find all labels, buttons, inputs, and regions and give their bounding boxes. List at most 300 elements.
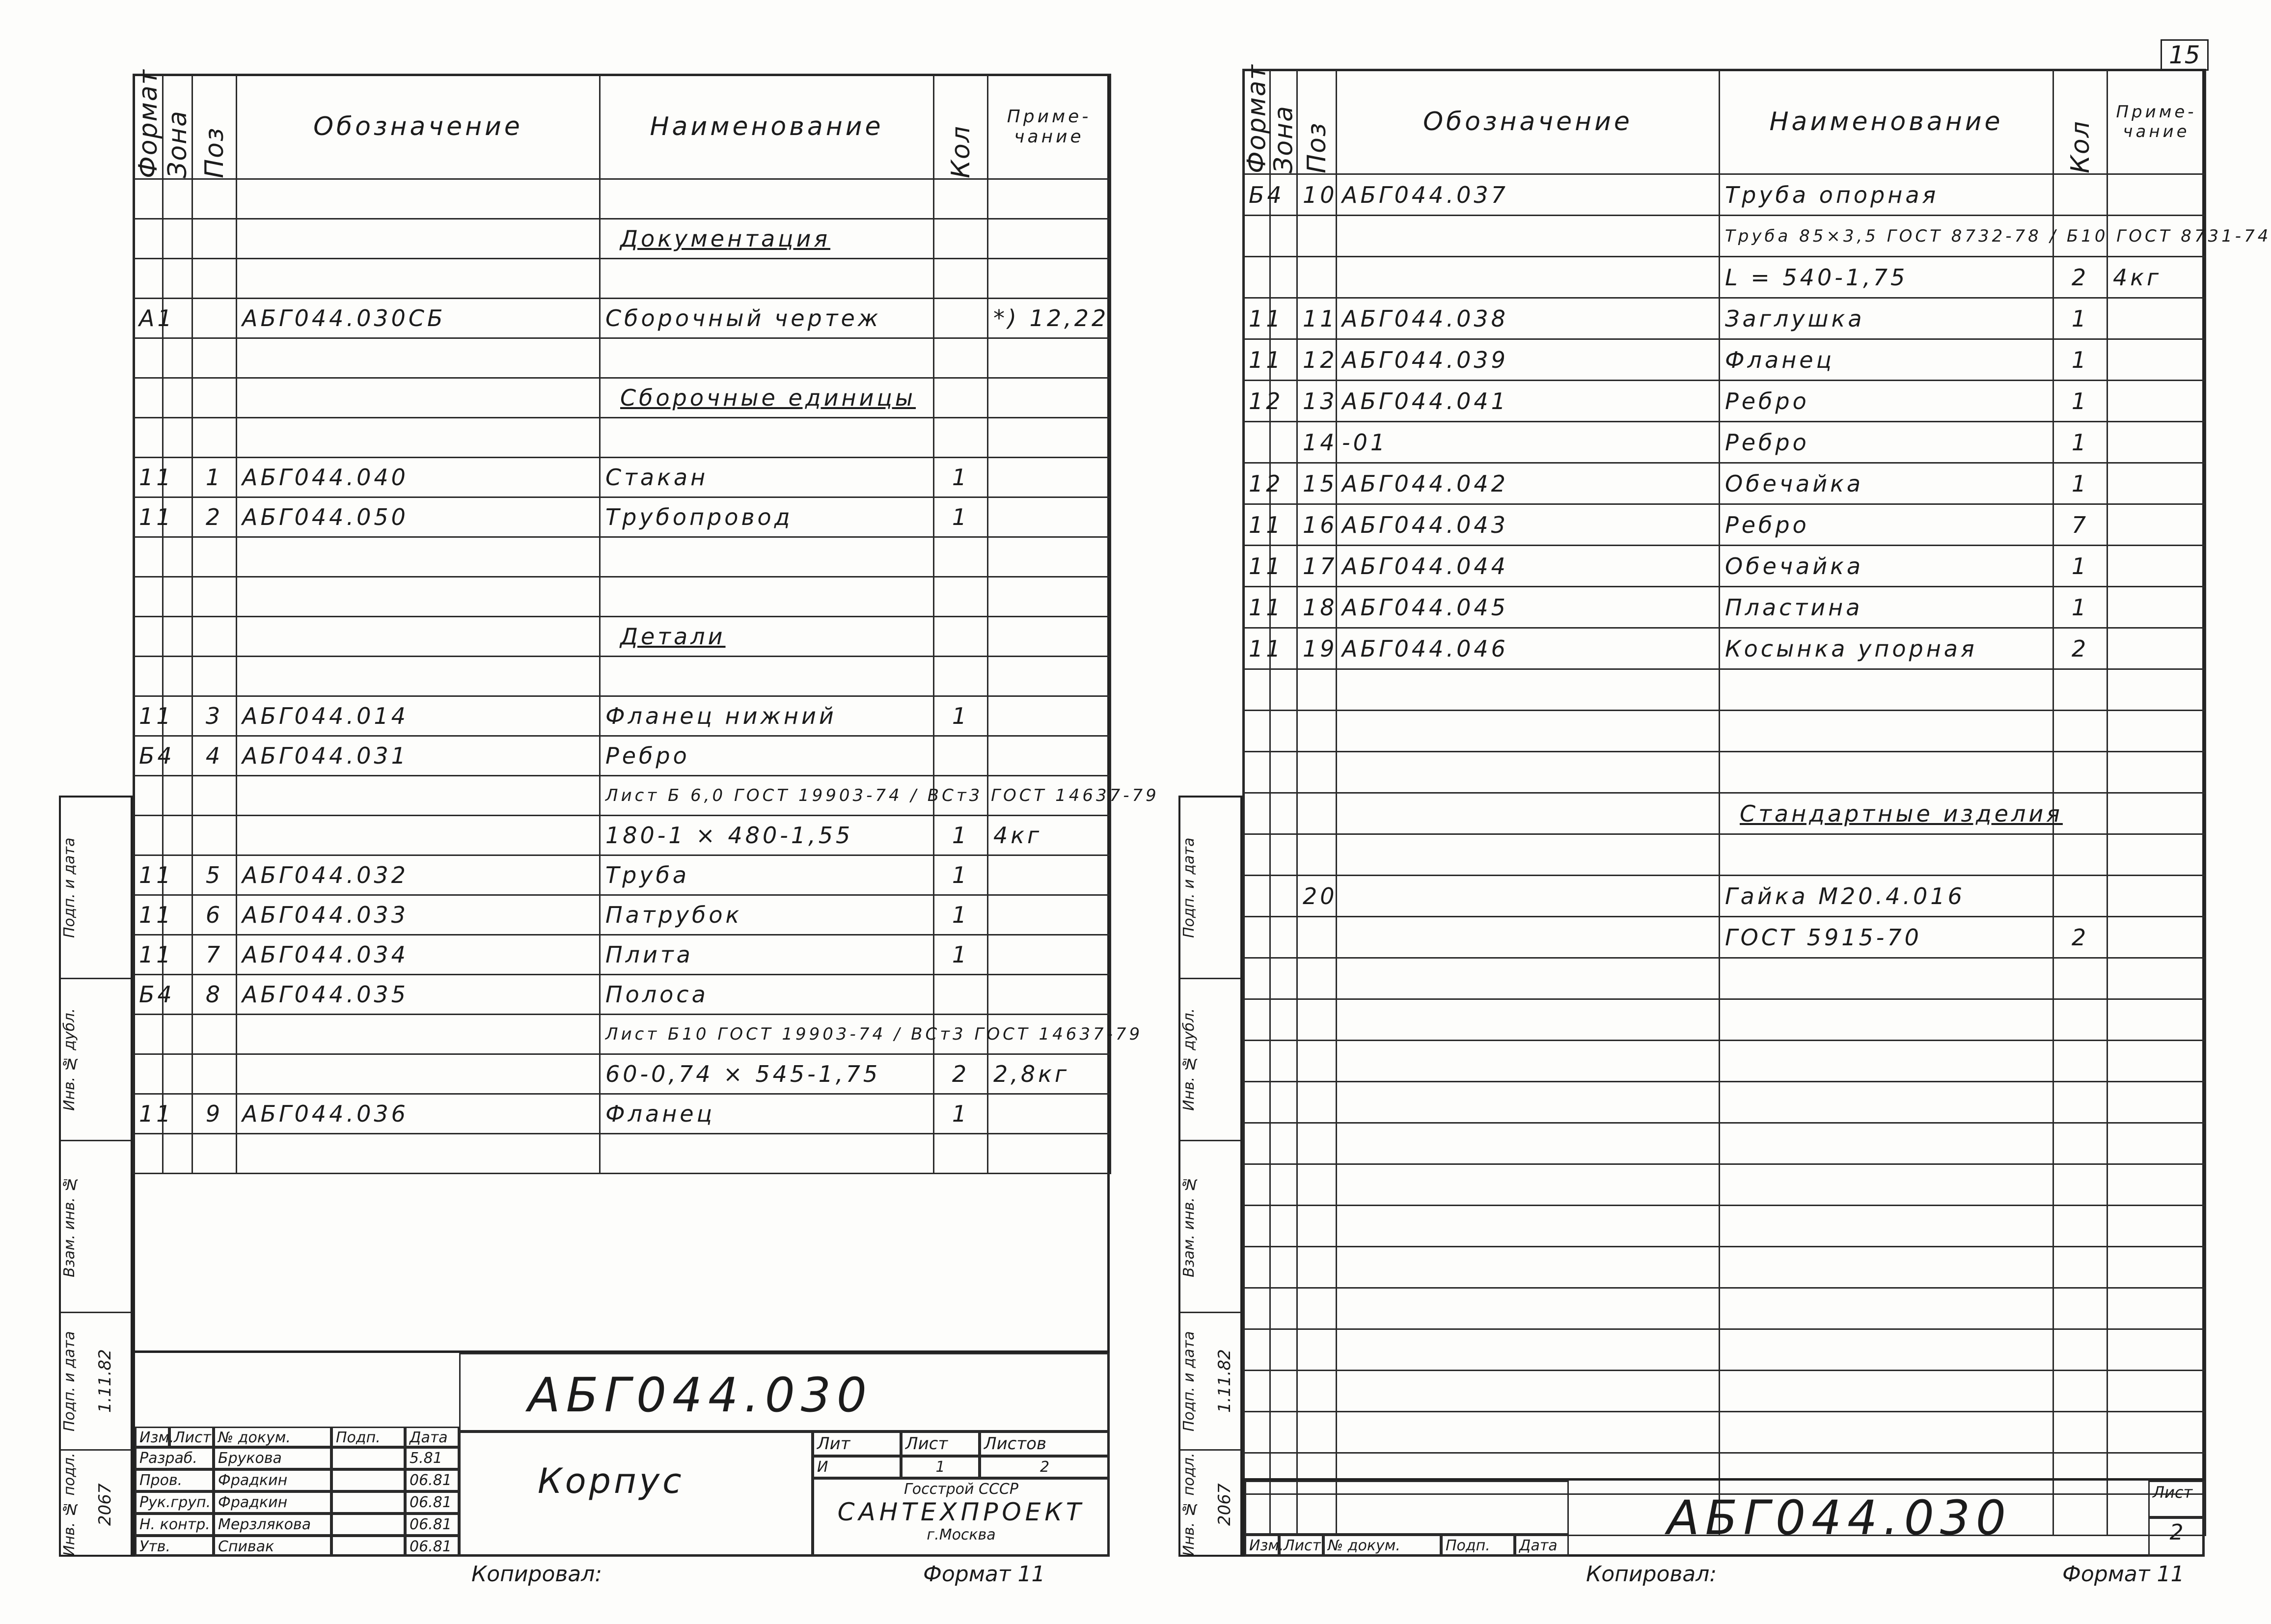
cell-qty: [2053, 876, 2107, 917]
cell-name: Детали: [600, 617, 934, 657]
sb-inv-dubl: [1180, 979, 1240, 1141]
cell-designation: [1337, 1206, 1720, 1247]
right-doc-code: АБГ044.030: [1667, 1490, 2012, 1545]
spec-row: [1243, 463, 2206, 504]
cell-qty: 1: [2053, 546, 2107, 587]
cell-qty: [934, 299, 988, 338]
page-number: 15: [2161, 39, 2209, 71]
right-footer-format: Формат 11: [2062, 1562, 2185, 1587]
spec-row: [134, 497, 1111, 537]
cell-designation: -01: [1337, 422, 1720, 463]
cell-pos: [1297, 1288, 1337, 1329]
cell-designation: АБГ044.044: [1337, 546, 1720, 587]
cell-qty: [2053, 1206, 2107, 1247]
cell-designation: [1337, 711, 1720, 752]
cell-qty: 2: [2053, 257, 2107, 298]
cell-designation: [237, 378, 600, 418]
cell-note: [2107, 876, 2206, 917]
stamp-sheet-label: Лист: [2148, 1481, 2205, 1517]
cell-zone: [163, 816, 192, 855]
cell-designation: [237, 1054, 600, 1094]
cell-zone: [1270, 958, 1297, 999]
cell-name: [1720, 1082, 2053, 1123]
cell-format: [1243, 422, 1270, 463]
cell-designation: АБГ044.035: [237, 975, 600, 1015]
cell-designation: [1337, 834, 1720, 876]
cell-qty: 1: [934, 497, 988, 537]
cell-qty: [934, 975, 988, 1015]
cell-designation: [1337, 669, 1720, 711]
cell-zone: [1270, 1247, 1297, 1288]
cell-name: [1720, 1247, 2053, 1288]
cell-format: 11: [134, 855, 163, 895]
cell-format: [1243, 1206, 1270, 1247]
cell-zone: [1270, 793, 1297, 834]
cell-zone: [1270, 1041, 1297, 1082]
cell-name: [1720, 958, 2053, 999]
cell-designation: АБГ044.040: [237, 458, 600, 497]
cell-format: [1243, 669, 1270, 711]
cell-designation: [237, 1015, 600, 1054]
cell-note: [2107, 1412, 2206, 1453]
cell-pos: 12: [1297, 339, 1337, 381]
cell-pos: [192, 537, 237, 577]
cell-zone: [1270, 1329, 1297, 1371]
cell-format: 11: [1243, 298, 1270, 339]
cell-zone: [1270, 917, 1297, 958]
cell-name: Плита: [600, 935, 934, 975]
cell-format: [1243, 958, 1270, 999]
cell-qty: [934, 219, 988, 259]
cell-pos: [1297, 669, 1337, 711]
spec-row: [1243, 958, 2206, 999]
cell-format: [1243, 999, 1270, 1041]
cell-name: Стакан: [600, 458, 934, 497]
stamp-ndoc: № докум.: [1323, 1535, 1441, 1557]
cell-zone: [163, 1015, 192, 1054]
cell-pos: [1297, 958, 1337, 999]
right-sidebar: [1178, 796, 1242, 1557]
cell-zone: [1270, 1371, 1297, 1412]
cell-note: [2107, 1371, 2206, 1412]
cell-qty: [2053, 1371, 2107, 1412]
sb-vzam-inv: [1180, 1141, 1240, 1313]
cell-note: [2107, 422, 2206, 463]
stamp-razrab-name: Брукова: [214, 1447, 331, 1469]
cell-pos: 9: [192, 1094, 237, 1134]
cell-designation: [1337, 1123, 1720, 1164]
cell-designation: АБГ044.039: [1337, 339, 1720, 381]
spec-row: [1243, 587, 2206, 628]
sb-label: Подп. и дата: [1180, 837, 1198, 938]
cell-qty: 2: [2053, 628, 2107, 669]
cell-note: [988, 179, 1111, 219]
cell-zone: [1270, 752, 1297, 793]
cell-name: Документация: [600, 219, 934, 259]
cell-format: 11: [134, 497, 163, 537]
cell-name: Ребро: [1720, 381, 2053, 422]
cell-name: [1720, 999, 2053, 1041]
cell-note: 2,8кг: [988, 1054, 1111, 1094]
cell-pos: [1297, 711, 1337, 752]
stamp-sheet-val: 2: [2148, 1517, 2205, 1557]
cell-designation: [1337, 958, 1720, 999]
cell-format: [134, 1015, 163, 1054]
cell-format: 11: [1243, 628, 1270, 669]
cell-note: [988, 537, 1111, 577]
spec-row: [1243, 1082, 2206, 1123]
cell-note: [2107, 628, 2206, 669]
cell-name: Косынка упорная: [1720, 628, 2053, 669]
cell-format: [1243, 834, 1270, 876]
stamp-podp: Подп.: [1441, 1535, 1515, 1557]
cell-note: [2107, 504, 2206, 546]
cell-note: [2107, 669, 2206, 711]
cell-qty: [934, 259, 988, 299]
cell-name: Лист Б 6,0 ГОСТ 19903-74 / ВСт3 ГОСТ 14637-79: [600, 776, 934, 816]
stamp-nkontr: Н. контр.: [135, 1514, 214, 1536]
cell-name: L = 540-1,75: [1720, 257, 2053, 298]
cell-qty: [2053, 1329, 2107, 1371]
spec-row: [1243, 174, 2206, 216]
spec-row: [1243, 917, 2206, 958]
left-footer-format: Формат 11: [923, 1562, 1045, 1587]
spec-row: [1243, 216, 2206, 257]
cell-designation: [1337, 999, 1720, 1041]
cell-format: [134, 617, 163, 657]
cell-format: 11: [1243, 587, 1270, 628]
cell-format: [1243, 1371, 1270, 1412]
right-footer-copied: Копировал:: [1586, 1562, 1717, 1587]
sb-label: Инв. № подл.: [1180, 1453, 1198, 1557]
cell-pos: [1297, 216, 1337, 257]
sb-label: Инв. № дубл.: [61, 1008, 78, 1111]
cell-note: [2107, 834, 2206, 876]
cell-name: Фланец нижний: [600, 696, 934, 736]
cell-designation: АБГ044.037: [1337, 174, 1720, 216]
cell-qty: [2053, 752, 2107, 793]
sb-podp-data: [61, 1313, 131, 1451]
cell-designation: [237, 657, 600, 696]
cell-designation: [237, 776, 600, 816]
cell-qty: 1: [934, 935, 988, 975]
stamp-izm: Изм.: [1245, 1535, 1279, 1557]
col-qty: Кол: [2053, 70, 2107, 174]
cell-note: [2107, 1041, 2206, 1082]
cell-note: [2107, 752, 2206, 793]
cell-note: [2107, 1082, 2206, 1123]
cell-qty: 1: [2053, 587, 2107, 628]
cell-pos: [1297, 834, 1337, 876]
cell-format: [1243, 711, 1270, 752]
cell-qty: [2053, 711, 2107, 752]
cell-designation: [1337, 876, 1720, 917]
spec-row: [1243, 1247, 2206, 1288]
cell-name: Ребро: [600, 736, 934, 776]
cell-pos: 15: [1297, 463, 1337, 504]
cell-note: [988, 497, 1111, 537]
cell-pos: 6: [192, 895, 237, 935]
cell-qty: 1: [2053, 422, 2107, 463]
cell-name: [1720, 1288, 2053, 1329]
cell-designation: АБГ044.043: [1337, 504, 1720, 546]
spec-row: [1243, 1041, 2206, 1082]
spec-row: [134, 1094, 1111, 1134]
cell-qty: [2053, 834, 2107, 876]
cell-pos: [192, 1054, 237, 1094]
cell-format: [134, 816, 163, 855]
sb-label: Взам. инв. №: [1180, 1175, 1198, 1278]
cell-qty: [2053, 174, 2107, 216]
cell-zone: [1270, 711, 1297, 752]
cell-name: [1720, 1206, 2053, 1247]
cell-note: [988, 577, 1111, 617]
stamp-podp: Подп.: [331, 1427, 405, 1447]
cell-pos: [1297, 917, 1337, 958]
cell-pos: [1297, 1164, 1337, 1206]
cell-note: [988, 855, 1111, 895]
cell-zone: [163, 179, 192, 219]
right-spec-body: [1243, 174, 2271, 1536]
stamp-rukgrup-date: 06.81: [405, 1491, 459, 1514]
cell-zone: [1270, 1412, 1297, 1453]
cell-zone: [163, 617, 192, 657]
spec-row: [134, 1134, 1111, 1174]
stamp-rukgrup-name: Фрадкин: [214, 1491, 331, 1514]
cell-zone: [1270, 1206, 1297, 1247]
stamp-list: Лист: [1279, 1535, 1323, 1557]
cell-note: [988, 1094, 1111, 1134]
cell-pos: [192, 657, 237, 696]
cell-name: Полоса: [600, 975, 934, 1015]
stamp-lit-label: Лит: [813, 1431, 901, 1456]
cell-name: Трубопровод: [600, 497, 934, 537]
cell-pos: 8: [192, 975, 237, 1015]
right-spec-table: [1242, 64, 2271, 1536]
stamp-utv-name: Спивак: [214, 1536, 331, 1557]
spec-row: [134, 537, 1111, 577]
cell-name: [600, 537, 934, 577]
cell-pos: [192, 259, 237, 299]
cell-pos: [1297, 1206, 1337, 1247]
stamp-data: Дата: [405, 1427, 459, 1447]
cell-designation: [237, 418, 600, 458]
cell-format: [1243, 752, 1270, 793]
cell-pos: 11: [1297, 298, 1337, 339]
cell-qty: 7: [2053, 504, 2107, 546]
stamp-nkontr-sign: [331, 1514, 405, 1536]
cell-note: [988, 935, 1111, 975]
cell-pos: [1297, 752, 1337, 793]
col-note: Приме- чание: [988, 75, 1111, 179]
cell-qty: [2053, 958, 2107, 999]
right-title-block: [1242, 1478, 2205, 1557]
cell-format: [1243, 1164, 1270, 1206]
stamp-list-val: 1: [901, 1456, 980, 1478]
col-pos: Поз: [192, 75, 237, 179]
spec-row: [1243, 1123, 2206, 1164]
cell-note: [988, 259, 1111, 299]
right-header-row: [1243, 70, 2206, 174]
cell-name: [1720, 711, 2053, 752]
cell-pos: 10: [1297, 174, 1337, 216]
cell-format: [134, 338, 163, 378]
cell-designation: [237, 537, 600, 577]
cell-note: [2107, 463, 2206, 504]
cell-zone: [163, 259, 192, 299]
spec-row: [134, 1054, 1111, 1094]
spec-row: [134, 219, 1111, 259]
cell-format: А1: [134, 299, 163, 338]
stamp-listov-val: 2: [980, 1456, 1110, 1478]
cell-qty: 1: [2053, 463, 2107, 504]
cell-note: 4кг: [2107, 257, 2206, 298]
cell-designation: [1337, 216, 1720, 257]
cell-zone: [1270, 1288, 1297, 1329]
cell-pos: 7: [192, 935, 237, 975]
cell-note: *) 12,22: [988, 299, 1111, 338]
cell-qty: 1: [934, 855, 988, 895]
cell-qty: [2053, 1082, 2107, 1123]
spec-row: [134, 418, 1111, 458]
cell-note: [2107, 917, 2206, 958]
cell-qty: [934, 617, 988, 657]
spec-row: [1243, 504, 2206, 546]
cell-note: [2107, 711, 2206, 752]
cell-designation: [1337, 793, 1720, 834]
col-name: Наименование: [600, 75, 934, 179]
left-doc-code: АБГ044.030: [528, 1368, 873, 1423]
spec-row: [1243, 1206, 2206, 1247]
cell-name: [600, 418, 934, 458]
stamp-razrab-date: 5.81: [405, 1447, 459, 1469]
cell-format: [134, 179, 163, 219]
stamp-razrab-sign: [331, 1447, 405, 1469]
cell-note: [988, 617, 1111, 657]
cell-pos: 3: [192, 696, 237, 736]
cell-note: [2107, 1288, 2206, 1329]
cell-note: [2107, 1164, 2206, 1206]
cell-name: [600, 577, 934, 617]
cell-zone: [163, 418, 192, 458]
cell-qty: [934, 179, 988, 219]
cell-qty: 1: [2053, 339, 2107, 381]
cell-pos: [192, 378, 237, 418]
left-doc-title: Корпус: [538, 1461, 684, 1501]
cell-format: [1243, 1329, 1270, 1371]
col-pos: Поз: [1297, 70, 1337, 174]
sb-label: Инв. № дубл.: [1180, 1008, 1198, 1111]
cell-name: Обечайка: [1720, 463, 2053, 504]
spec-row: [1243, 669, 2206, 711]
sb-inv-no: 2067: [95, 1483, 115, 1526]
cell-zone: [163, 219, 192, 259]
cell-name: [600, 657, 934, 696]
cell-qty: [934, 537, 988, 577]
cell-note: [988, 1134, 1111, 1174]
spec-row: [134, 577, 1111, 617]
cell-pos: [1297, 793, 1337, 834]
stamp-razrab: Разраб.: [135, 1447, 214, 1469]
cell-qty: 1: [934, 1094, 988, 1134]
cell-name: Стандартные изделия: [1720, 793, 2053, 834]
spec-row: [134, 696, 1111, 736]
spec-row: [1243, 546, 2206, 587]
cell-note: [988, 975, 1111, 1015]
sb-vzam-inv: [61, 1141, 131, 1313]
cell-note: [988, 458, 1111, 497]
cell-pos: [1297, 1123, 1337, 1164]
spec-row: [1243, 1412, 2206, 1453]
stamp-listov-label: Листов: [980, 1431, 1110, 1456]
stamp-org: [813, 1478, 1110, 1557]
cell-format: 11: [134, 895, 163, 935]
cell-format: [134, 378, 163, 418]
col-designation: Обозначение: [237, 75, 600, 179]
spec-row: [1243, 1288, 2206, 1329]
cell-qty: 1: [934, 816, 988, 855]
cell-zone: [163, 1054, 192, 1094]
cell-designation: [1337, 1329, 1720, 1371]
sb-date: 1.11.82: [1215, 1349, 1234, 1413]
cell-format: [1243, 1412, 1270, 1453]
cell-format: Б4: [134, 736, 163, 776]
cell-designation: [237, 1134, 600, 1174]
spec-row: [1243, 752, 2206, 793]
cell-note: [988, 895, 1111, 935]
cell-zone: [163, 776, 192, 816]
cell-zone: [163, 338, 192, 378]
cell-name: Труба: [600, 855, 934, 895]
cell-format: [134, 577, 163, 617]
cell-qty: [934, 338, 988, 378]
cell-format: [134, 1054, 163, 1094]
col-note: Приме- чание: [2107, 70, 2206, 174]
cell-format: [134, 418, 163, 458]
cell-format: 11: [134, 696, 163, 736]
cell-name: Гайка М20.4.016: [1720, 876, 2053, 917]
cell-zone: [163, 657, 192, 696]
cell-qty: [2053, 1164, 2107, 1206]
sb-label: Подп. и дата: [61, 837, 78, 938]
cell-name: Фланец: [600, 1094, 934, 1134]
cell-format: [1243, 1123, 1270, 1164]
cell-note: [988, 418, 1111, 458]
cell-note: 4кг: [988, 816, 1111, 855]
cell-designation: АБГ044.036: [237, 1094, 600, 1134]
left-title-block: [133, 1350, 1110, 1557]
cell-pos: 4: [192, 736, 237, 776]
cell-pos: 1: [192, 458, 237, 497]
cell-pos: 16: [1297, 504, 1337, 546]
col-zone: Зона: [1270, 70, 1297, 174]
cell-zone: [1270, 999, 1297, 1041]
cell-designation: АБГ044.046: [1337, 628, 1720, 669]
cell-designation: АБГ044.045: [1337, 587, 1720, 628]
cell-qty: 2: [2053, 917, 2107, 958]
spec-row: [134, 895, 1111, 935]
cell-designation: [1337, 1288, 1720, 1329]
spec-row: [134, 935, 1111, 975]
cell-zone: [163, 378, 192, 418]
stamp-rukgrup-sign: [331, 1491, 405, 1514]
cell-zone: [163, 1134, 192, 1174]
cell-note: [988, 378, 1111, 418]
spec-row: [134, 657, 1111, 696]
cell-format: 11: [1243, 546, 1270, 587]
cell-pos: [1297, 1082, 1337, 1123]
sb-label: Подп. и дата: [61, 1331, 78, 1431]
